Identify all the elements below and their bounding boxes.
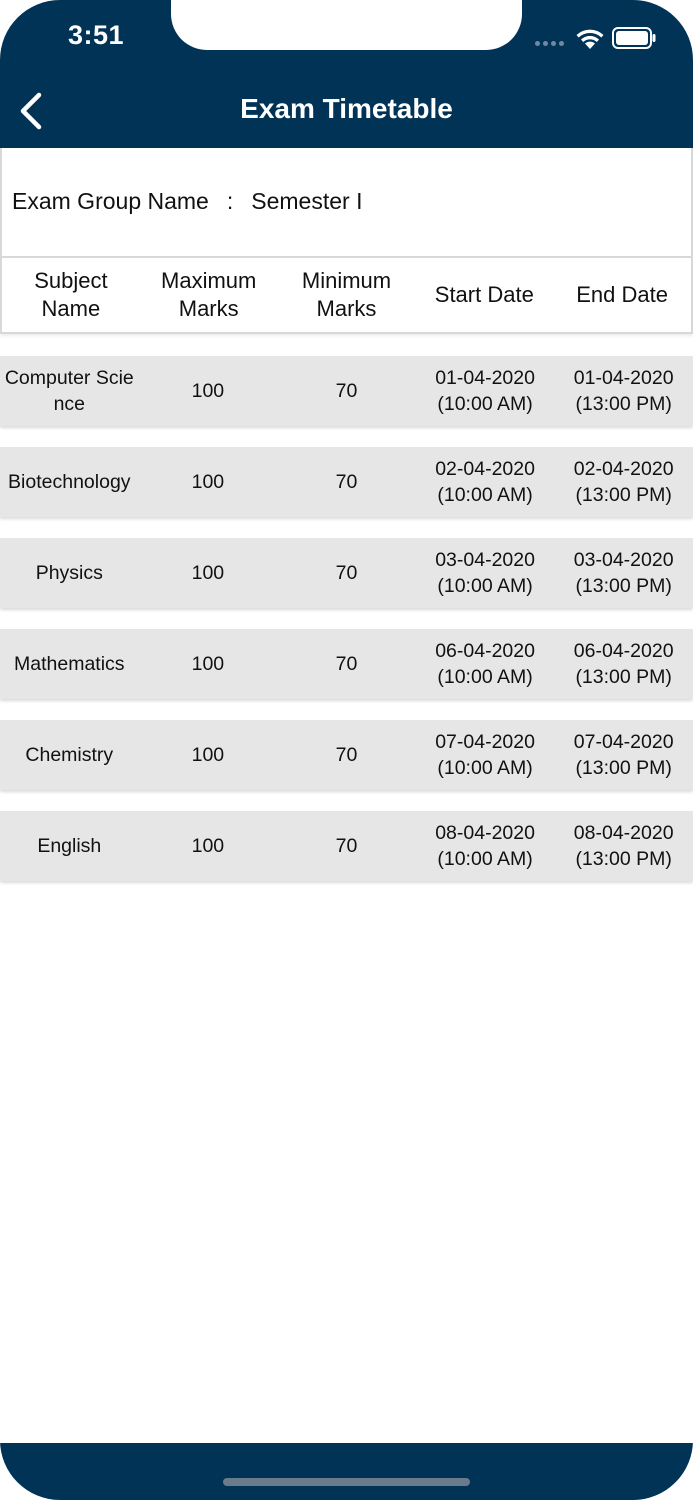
end-date: 06-04-2020 xyxy=(573,640,674,662)
table-row xyxy=(0,811,693,881)
max-marks-cell: 100 xyxy=(191,380,225,402)
subject-cell: Physics xyxy=(35,562,103,584)
start-time: (10:00 AM) xyxy=(437,757,533,779)
subject-cell: Mathematics xyxy=(14,653,125,675)
table-row xyxy=(0,356,693,426)
end-date: 07-04-2020 xyxy=(573,731,674,753)
start-date-cell xyxy=(416,538,555,608)
min-marks-cell: 70 xyxy=(335,835,358,857)
end-date: 02-04-2020 xyxy=(573,458,674,480)
table-row xyxy=(0,538,693,608)
start-date: 08-04-2020 xyxy=(435,822,535,844)
end-date: 01-04-2020 xyxy=(573,367,674,389)
end-time: (13:00 PM) xyxy=(575,575,672,597)
end-date-cell xyxy=(554,720,693,790)
column-header-end-date: End Date xyxy=(576,282,668,307)
start-date-cell xyxy=(416,356,555,426)
end-time: (13:00 PM) xyxy=(575,484,672,506)
max-marks-cell: 100 xyxy=(191,471,225,493)
end-date-cell xyxy=(554,811,693,881)
end-time: (13:00 PM) xyxy=(575,666,672,688)
timetable-rows xyxy=(0,356,693,902)
column-header-start-date: Start Date xyxy=(434,282,534,307)
max-marks-cell: 100 xyxy=(191,835,225,857)
exam-group-info xyxy=(0,148,693,258)
home-indicator[interactable] xyxy=(223,1478,470,1486)
end-time: (13:00 PM) xyxy=(575,393,672,415)
end-time: (13:00 PM) xyxy=(575,757,672,779)
column-header-min-marks: Minimum Marks xyxy=(301,268,392,321)
end-date: 08-04-2020 xyxy=(573,822,674,844)
subject-cell: Biotechnology xyxy=(8,471,131,493)
max-marks-cell: 100 xyxy=(191,744,225,766)
max-marks-cell: 100 xyxy=(191,653,225,675)
end-time: (13:00 PM) xyxy=(575,848,672,870)
start-time: (10:00 AM) xyxy=(437,848,533,870)
start-date: 01-04-2020 xyxy=(435,367,535,389)
battery-icon xyxy=(612,27,656,49)
subject-cell: English xyxy=(37,835,102,857)
end-date-cell xyxy=(554,538,693,608)
table-row xyxy=(0,629,693,699)
start-date-cell xyxy=(416,629,555,699)
start-date-cell xyxy=(416,811,555,881)
signal-icon xyxy=(535,41,564,46)
min-marks-cell: 70 xyxy=(335,653,358,675)
end-date-cell xyxy=(554,629,693,699)
header-bar xyxy=(0,0,693,148)
end-date: 03-04-2020 xyxy=(573,549,674,571)
table-row xyxy=(0,720,693,790)
start-time: (10:00 AM) xyxy=(437,393,533,415)
start-time: (10:00 AM) xyxy=(437,575,533,597)
start-date-cell xyxy=(416,720,555,790)
wifi-icon xyxy=(574,25,606,51)
subject-cell: Computer Science xyxy=(4,367,134,415)
column-header-max-marks: Maximum Marks xyxy=(161,268,257,321)
page-title: Exam Timetable xyxy=(240,93,453,124)
start-time: (10:00 AM) xyxy=(437,666,533,688)
end-date-cell xyxy=(554,447,693,517)
table-row xyxy=(0,447,693,517)
max-marks-cell: 100 xyxy=(191,562,225,584)
bottom-bar xyxy=(0,1443,693,1500)
end-date-cell xyxy=(554,356,693,426)
exam-group-value: Semester I xyxy=(251,188,363,214)
column-header-subject: Subject Name xyxy=(34,268,108,321)
start-date: 02-04-2020 xyxy=(435,458,535,480)
subject-cell: Chemistry xyxy=(25,744,114,766)
table-header xyxy=(0,258,693,334)
start-date: 06-04-2020 xyxy=(435,640,535,662)
start-time: (10:00 AM) xyxy=(437,484,533,506)
device-notch xyxy=(171,0,522,50)
min-marks-cell: 70 xyxy=(335,744,358,766)
start-date-cell xyxy=(416,447,555,517)
min-marks-cell: 70 xyxy=(335,562,358,584)
exam-group-label: Exam Group Name xyxy=(12,188,209,214)
exam-group-separator: : xyxy=(226,188,234,214)
start-date: 07-04-2020 xyxy=(435,731,535,753)
status-time: 3:51 xyxy=(68,20,125,50)
min-marks-cell: 70 xyxy=(335,380,358,402)
start-date: 03-04-2020 xyxy=(435,549,535,571)
min-marks-cell: 70 xyxy=(335,471,358,493)
